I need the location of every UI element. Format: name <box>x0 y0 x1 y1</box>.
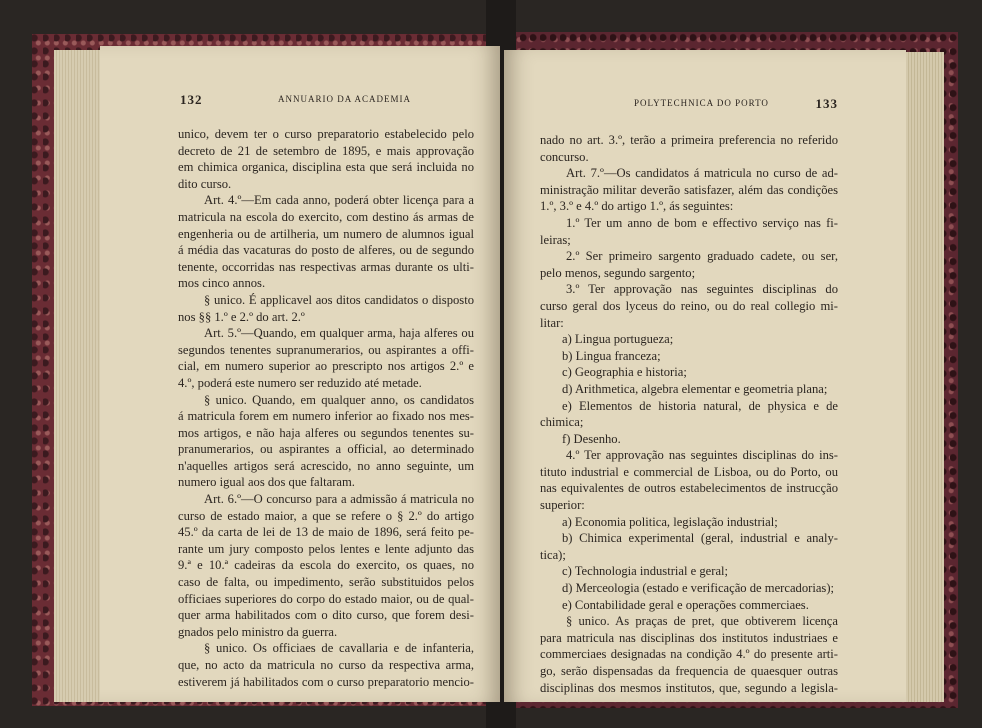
page-edges-left <box>54 50 106 702</box>
text-line: Art. 6.º—O concurso para a admissão á matricula no <box>204 492 474 507</box>
text-line: á média das vacaturas do posto de alferes, ou de segundo <box>178 243 474 258</box>
text-line: 2.º Ser primeiro sargento graduado cadete, ou ser, <box>566 249 838 264</box>
page-body <box>178 126 474 690</box>
page-body <box>540 132 838 696</box>
text-line: n'aquelles artigos será acrescido, no anno seguinte, um <box>178 458 474 473</box>
text-line: 4.º Ter approvação nas seguintes disciplinas do ins- <box>566 448 838 463</box>
text-line: b) Chimica experimental (geral, industrial e analy- <box>562 531 838 546</box>
text-line: numero igual aos dos que faltaram. <box>178 475 355 490</box>
text-line: c) Technologia industrial e geral; <box>562 564 729 579</box>
text-line: Art. 7.º—Os candidatos á matricula no curso de ad- <box>566 166 838 181</box>
text-line: a) Economia politica, legislação industrial; <box>562 514 778 529</box>
text-line: nado no art. 3.º, terão a primeira preferencia no referido <box>540 133 838 147</box>
text-line: Art. 4.º—Em cada anno, poderá obter licença para a <box>204 193 474 208</box>
text-line: unico, devem ter o curso preparatorio estabelecido pelo <box>178 127 474 141</box>
text-line: para matricula nas disciplinas dos institutos industriaes e <box>540 630 838 645</box>
text-line: 3.º Ter approvação nas seguintes disciplinas do <box>566 282 838 297</box>
text-line: § unico. Quando, em qualquer anno, os candidatos <box>204 392 474 407</box>
text-line: e) Contabilidade geral e operações commerciaes. <box>562 597 809 612</box>
page-edges-right <box>900 52 944 702</box>
text-line: concurso. <box>540 149 589 164</box>
text-line: Art. 5.º—Quando, em qualquer arma, haja alferes ou <box>204 326 474 341</box>
left-header <box>180 94 480 108</box>
text-line: § unico. Os officiaes de cavallaria e de infanteria, <box>204 641 474 656</box>
text-line: superior: <box>540 498 585 513</box>
text-line: segundos tenentes supranumerarios, ou aspirantes a offi- <box>178 342 474 357</box>
right-page <box>504 50 906 702</box>
text-line: leiras; <box>540 232 571 247</box>
text-line: 9.ª e 10.ª cadeiras da escola do exercito, os quaes, no <box>178 558 474 573</box>
text-line: officiaes superiores do corpo do estado maior, ou de qual- <box>178 591 474 606</box>
text-line: go, serão dispensadas da frequencia de quaesquer outras <box>540 664 838 678</box>
text-line: pranumerarios, ou aspirantes a official, ao determinado <box>178 442 474 457</box>
text-line: rante um jury composto pelos lentes e lente adjunto das <box>178 541 474 556</box>
text-line: cial, em numero superior ao prescripto nos artigos 2.º e <box>178 359 474 374</box>
text-line: 45.º da carta de lei de 13 de maio de 1896, será feito pe- <box>178 525 474 540</box>
right-header <box>534 98 838 112</box>
page-number: 132 <box>180 92 203 107</box>
text-line: caso de falta, ou impedimento, serão substituidos pelos <box>178 575 474 590</box>
text-line: engenheria ou de artilheria, um numero de alumnos igual <box>178 226 474 241</box>
text-line: estiverem já habilitados com o curso preparatorio mencio- <box>178 674 474 689</box>
text-line: chimica; <box>540 415 584 430</box>
text-line: § unico. É applicavel aos ditos candidatos o disposto <box>204 292 474 307</box>
text-line: 4.º, poderá este numero ser reduzido até metade. <box>178 375 422 390</box>
text-line: tica); <box>540 547 566 562</box>
text-line: disciplinas dos mesmos institutos, que, segundo a legisla- <box>540 680 838 695</box>
page-number: 133 <box>815 96 838 111</box>
text-line: que, no acto da matricula no curso da respectiva arma, <box>178 658 474 672</box>
text-line: § unico. As praças de pret, que obtiverem licença <box>566 614 838 629</box>
text-line: e) Elementos de historia natural, de physica e de <box>562 398 838 413</box>
text-line: nas equivalentes de outros estabelecimentos de instrucção <box>540 481 838 496</box>
text-line: dito curso. <box>178 176 232 191</box>
text-line: nos §§ 1.º e 2.º do art. 2.º <box>178 309 305 324</box>
text-line: d) Merceologia (estado e verificação de mercadorias); <box>562 581 835 596</box>
text-line: commerciaes designadas na condição 4.º do presente arti- <box>540 647 838 662</box>
text-line: f) Desenho. <box>562 431 621 446</box>
text-line: curso de estado maior, a que se refere o § 2.º do artigo <box>178 508 474 523</box>
text-line: 1.º Ter um anno de bom e effectivo serviço nas fi- <box>566 215 838 230</box>
text-line: tenente, occorridas nas respectivas armas durante os ulti- <box>178 259 474 274</box>
text-line: b) Lingua franceza; <box>562 348 661 363</box>
left-page <box>100 46 500 702</box>
text-line: quer arma habilitados com o dito curso, que forem desi- <box>178 608 474 623</box>
text-line: ministração militar deverão satisfazer, além das condições <box>540 182 838 197</box>
text-line: em chimica organica, disciplina esta que será incluida no <box>178 160 474 175</box>
text-line: gnados pelo ministro da guerra. <box>178 624 338 639</box>
text-line: decreto de 21 de setembro de 1895, e mais approvação <box>178 143 474 158</box>
text-line: c) Geographia e historia; <box>562 365 687 380</box>
text-line: matricula na escola do exercito, com destino ás armas de <box>178 209 474 224</box>
text-line: litar: <box>540 315 564 330</box>
text-line: tituto industrial e commercial de Lisboa, ou do Porto, ou <box>540 464 838 479</box>
text-line: 1.º, 3.º e 4.º do artigo 1.º, ás seguintes: <box>540 199 734 214</box>
text-line: á matricula forem em numero inferior ao fixado nos mes- <box>178 409 474 424</box>
text-line: curso geral dos lyceus do reino, ou do real collegio mi- <box>540 298 838 313</box>
running-head: POLYTECHNICA DO PORTO <box>634 98 769 108</box>
text-line: mos artigos, e não haja alferes ou segundos tenentes su- <box>178 425 474 440</box>
text-line: d) Arithmetica, algebra elementar e geometria plana; <box>562 381 828 396</box>
text-line: a) Lingua portugueza; <box>562 332 674 347</box>
running-head: ANNUARIO DA ACADEMIA <box>278 94 412 104</box>
text-line: pelo menos, segundo sargento; <box>540 265 696 280</box>
text-line: mos cinco annos. <box>178 276 266 291</box>
